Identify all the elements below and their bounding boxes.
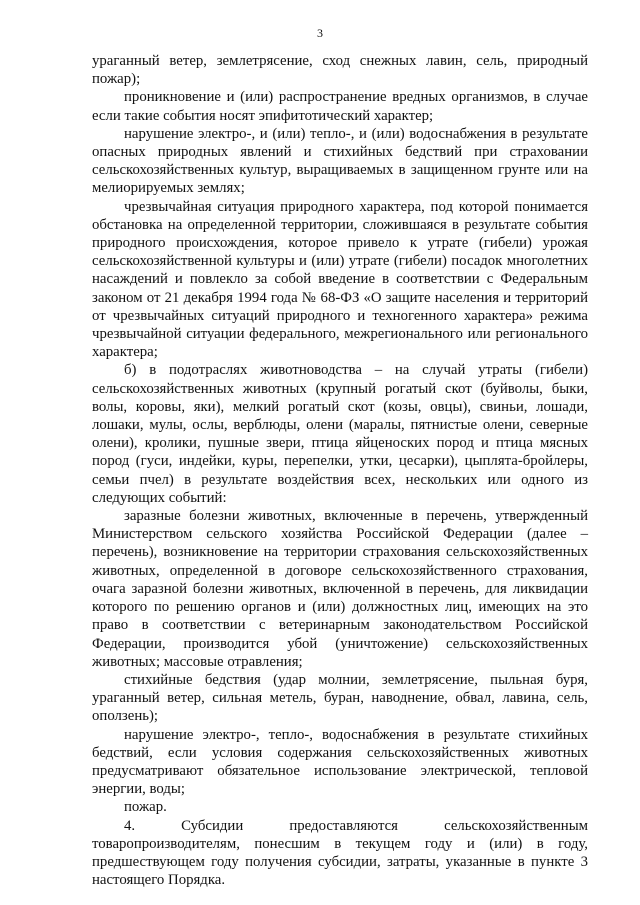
paragraph-natural-disasters: стихийные бедствия (удар молнии, землетрясение, пыльная буря, ураганный ветер, сильная метель, буран, наводнение, обвал, лавина, сель, оползень); <box>92 671 588 725</box>
paragraph-livestock: б) в подотраслях животноводства – на случай утраты (гибели) сельскохозяйственных животных (крупный рогатый скот (буйволы, быки, волы, коровы, яки), мелкий рогатый скот (козы, овцы), свиньи, лошади, лошаки, мулы, ослы, верблюды, олени (маралы, пятнистые олени, северные олени), кролики, пушные звери, птица яйценоских пород и птица мясных пород (гуси, индейки, куры, перепелки, утки, цесарки), цыплята-бройлеры, семьи пчел) в результате воздействия всех, нескольких или одного из следующих событий: <box>92 362 588 506</box>
paragraph-continuation: ураганный ветер, землетрясение, сход снежных лавин, сель, природный пожар); <box>92 53 588 88</box>
paragraph-pests: проникновение и (или) распространение вредных организмов, в случае если такие события носят эпифитотический характер; <box>92 89 588 124</box>
paragraph-utility-disruption: нарушение электро-, и (или) тепло-, и (или) водоснабжения в результате опасных природных явлений и стихийных бедствий при страховании сельскохозяйственных культур, выращиваемых в защищенном грунте или на мелиорируемых землях; <box>92 125 588 197</box>
document-body <box>92 52 588 889</box>
paragraph-subsidies: 4. Субсидии предоставляются сельскохозяйственным товаропроизводителям, понесшим в текущем году и (или) в году, предшествующем году получения субсидии, затраты, указанные в пункте 3 настоящего Порядка. <box>92 817 588 889</box>
paragraph-emergency: чрезвычайная ситуация природного характера, под которой понимается обстановка на определенной территории, сложившаяся в результате события природного происхождения, которое привело к утрате (гибели) урожая сельскохозяйственной культуры и (или) утрате (гибели) посадок многолетних насаждений и повлекло за собой введение в соответствии с Федеральным законом от 21 декабря 1994 года № 68-ФЗ «О защите населения и территорий от чрезвычайных ситуаций природного и техногенного характера» режима чрезвычайной ситуации федерального, межрегионального или регионального характера; <box>92 198 588 361</box>
paragraph-livestock-utility-disruption: нарушение электро-, тепло-, водоснабжения в результате стихийных бедствий, если условия содержания сельскохозяйственных животных предусматривают обязательное использование электрической, тепловой энергии, воды; <box>92 726 588 798</box>
page-number: 3 <box>317 26 323 40</box>
paragraph-animal-diseases: заразные болезни животных, включенные в перечень, утвержденный Министерством сельского хозяйства Российской Федерации (далее – перечень), возникновение на территории страхования сельскохозяйственных животных, определенной в договоре сельскохозяйственного страхования, очага заразной болезни животных, включенной в перечень, для ликвидации которого по решению органов и (или) должностных лиц, имеющих на это право в соответствии с ветеринарным законодательством Российской Федерации, производится убой (уничтожение) сельскохозяйственных животных; массовые отравления; <box>92 508 588 670</box>
paragraph-fire: пожар. <box>124 799 167 816</box>
